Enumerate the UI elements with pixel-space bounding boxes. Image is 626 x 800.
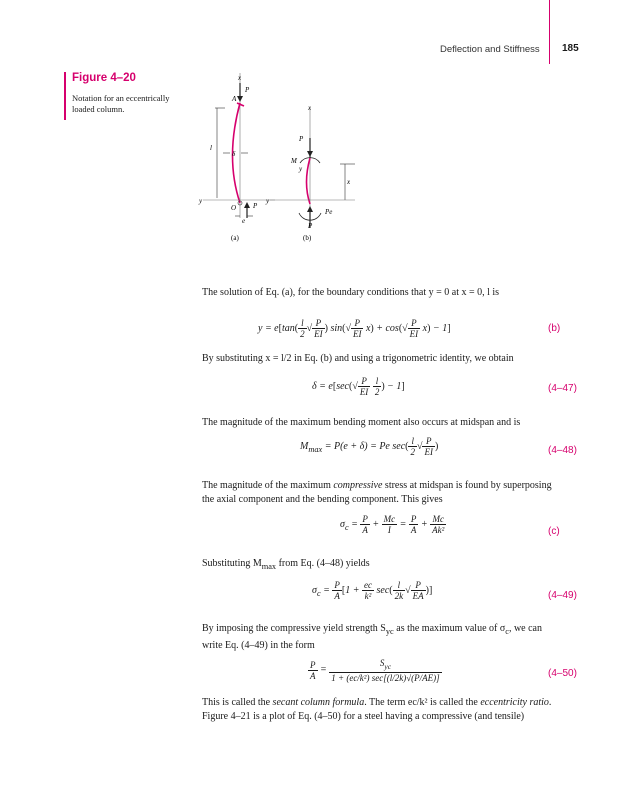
equation-4-47: δ = e[sec(√ $\frac{P}{EI}$ $\frac{l}{2}$ ) − 1] [312,376,405,397]
header-rule [549,0,550,64]
label-O: O [231,204,237,212]
eq-number-c: (c) [548,526,560,537]
label-x-top: x [238,74,242,82]
p6-sub: yc [385,627,394,636]
label-y-b2: y [266,197,270,205]
paragraph-3: The magnitude of the maximum bending moment also occurs at midspan and is [202,417,521,428]
label-e: e [242,217,246,225]
running-title: Deflection and Stiffness [440,44,540,55]
label-a: (a) [231,234,239,242]
p6: By imposing the compressive yield strength S [202,623,386,634]
p6-c: , we can write Eq. (4–49) in the form [202,623,542,651]
eq-number-4-50: (4–50) [548,668,577,679]
p4-b: compressive [333,480,383,491]
paragraph-1: The solution of Eq. (a), for the boundary conditions that y = 0 at x = 0, l is [202,287,500,298]
p5-end: from Eq. (4–48) yields [276,558,370,569]
label-delta: δ [232,150,236,158]
equation-4-50: $\frac{P}{A}$ = $S_{yc}$ 1 + (ec/k²) sec[(l/2k)√(P/AE)] [310,658,440,683]
p7-e: . Figure 4–21 is a plot of Eq. (4–50) for a steel having a compressive (and tensile) [202,697,552,722]
p7-d: eccentricity ratio [480,697,549,708]
figure-title: Figure 4–20 [72,72,136,84]
paragraph-4 [202,479,560,507]
p5: Substituting M [202,558,262,569]
label-P-top: P [245,86,250,94]
label-A: A [232,95,237,103]
p5-sub: max [261,562,277,571]
p7-b: secant column formula [272,697,365,708]
p7-a: This is called the [202,697,273,708]
p6-b: as the maximum value of σ [393,623,506,634]
label-P-b-bottom: P [308,222,313,230]
equation-b: y = e[tan( $\frac{l}{2}$ √ $\frac{P}{EI}$ ) sin(√ $\frac{P}{EI}$ x) + cos(√ $\frac{P}{EI}$ x) − 1] [258,318,451,339]
label-y-a: y [199,197,203,205]
paragraph-7 [202,696,560,724]
page-number: 185 [562,43,579,54]
equation-c: $\sigma_c$ = $\frac{P}{A}$ + $\frac{Mc}{I}$ = $\frac{P}{A}$ + $\frac{Mc}{\text{Ak²}}$ [340,514,445,535]
figure-accent-bar [64,72,66,120]
label-M: M [291,157,297,165]
eq-number-4-49: (4–49) [548,590,577,601]
paragraph-6 [202,622,560,653]
eq-number-b: (b) [548,323,561,334]
p4-c: stress at midspan is found by superposing the axial component and the bending component. This gives [202,480,552,505]
label-x-b: x [308,104,312,112]
equation-4-48: $M_{max} = P(e + \delta) = Pe$ sec( $\frac{l}{2}$ √ $\frac{P}{EI}$ ) [300,436,439,457]
paragraph-5 [202,557,560,574]
figure-caption: Notation for an eccentrically loaded column. [72,93,170,114]
equation-4-49: $\sigma_c$ = $\frac{P}{A}$ [1 + $\frac{ec}{\text{k²}}$ sec( $\frac{l}{2k}$ √ $\frac{P}{EA}$ )] [312,580,433,601]
label-P-a-bottom: P [253,202,258,210]
paragraph-2: By substituting x = l/2 in Eq. (b) and using a trigonometric identity, we obtain [202,353,514,364]
eq-number-4-47: (4–47) [548,383,577,394]
label-Pe: Pe [325,208,333,216]
label-y-b: y [299,165,303,173]
p6-sub2: c [505,627,509,636]
eq-number-4-48: (4–48) [548,445,577,456]
label-b: (b) [303,234,312,242]
label-l: l [210,144,212,152]
label-x-dim: x [347,178,351,186]
p7-c: . The term ec/k² is called the [364,697,481,708]
p4-a: The magnitude of the maximum [202,480,334,491]
label-P-b: P [299,135,304,143]
column-figure [195,68,385,248]
